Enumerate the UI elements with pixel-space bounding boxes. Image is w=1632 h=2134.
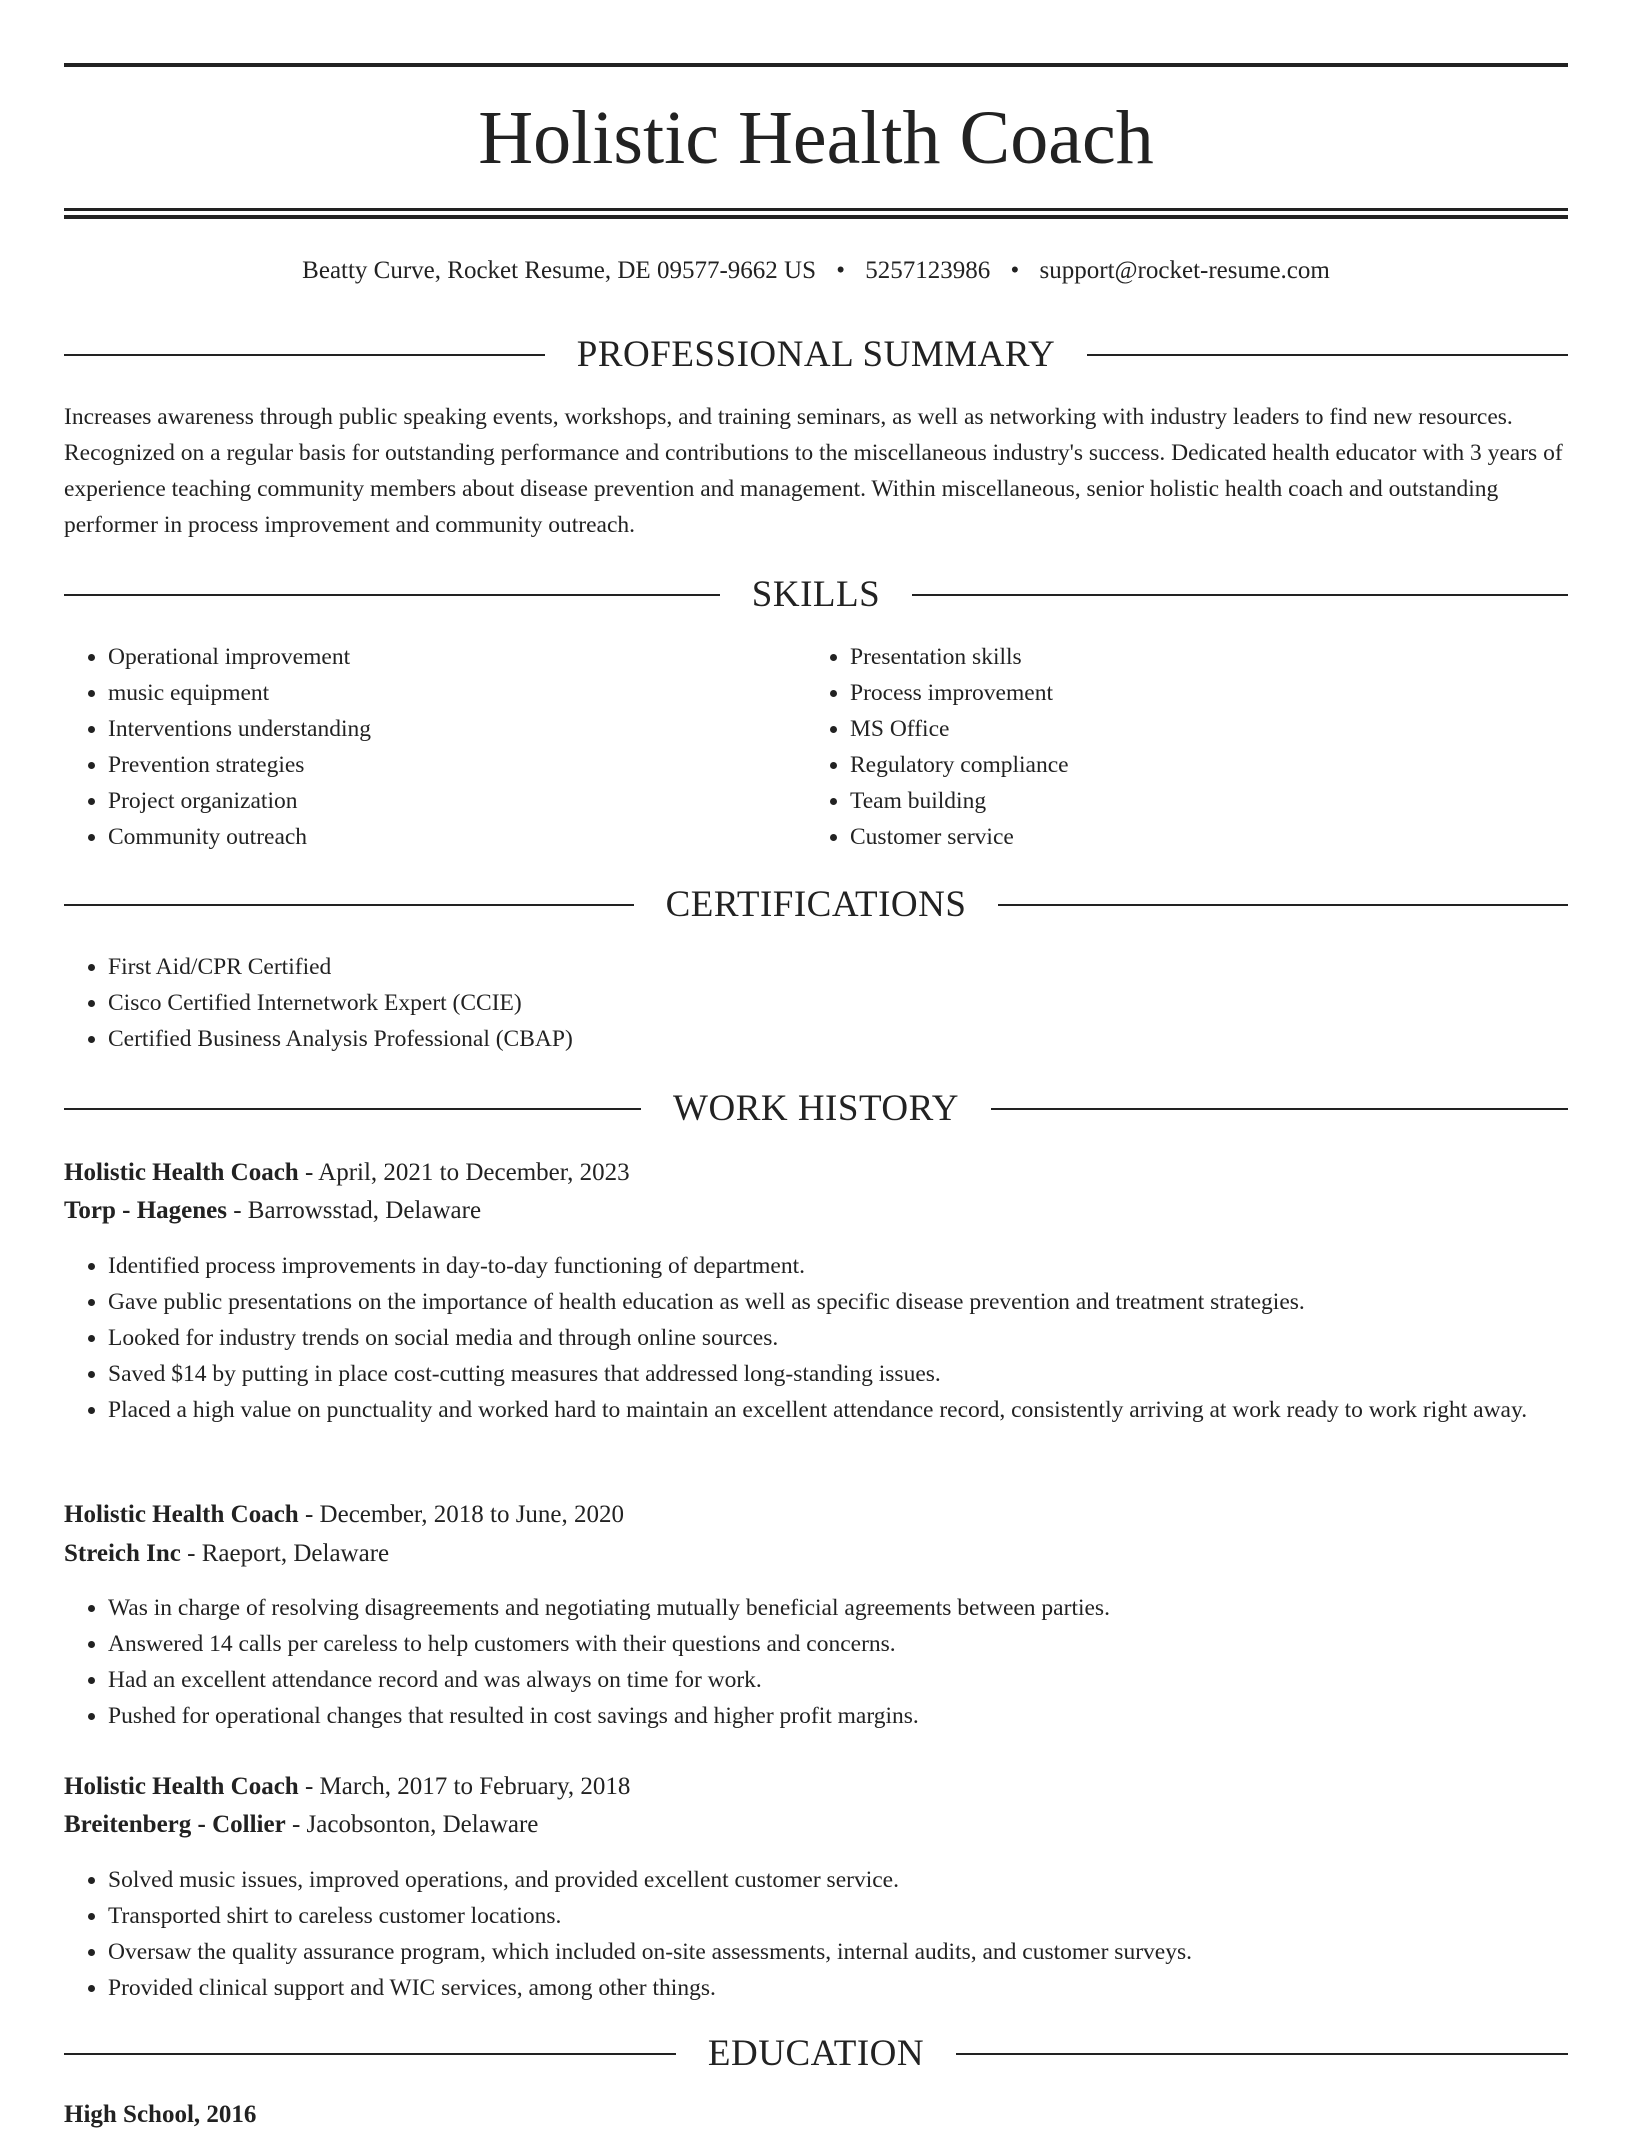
job-title-line [64, 1768, 1568, 1806]
education-heading [64, 2030, 1568, 2078]
job-dates: - April, 2021 to December, 2023 [298, 1159, 630, 1186]
contact-separator: • [836, 257, 846, 284]
certification-item: • Cisco Certified Internetwork Expert (CCIE) [108, 985, 1568, 1021]
education-heading-label: EDUCATION [707, 2033, 925, 2074]
job-company: Torp - Hagenes [64, 1197, 227, 1224]
job-company-line [64, 1806, 1568, 1844]
job-company: Streich Inc [64, 1540, 181, 1567]
certification-item: • Certified Business Analysis Professional (CBAP) [108, 1021, 1568, 1057]
job-dates: - March, 2017 to February, 2018 [298, 1773, 631, 1800]
job-title: Holistic Health Coach [64, 1501, 299, 1528]
job-duty-item: • Solved music issues, improved operations, and provided excellent customer service. [108, 1862, 1568, 1898]
job-duties-list [64, 1862, 1568, 2006]
job-duty-item: • Placed a high value on punctuality and worked hard to maintain an excellent attendance record, consistently arriving at work ready to work right away. [108, 1392, 1568, 1428]
summary-heading-label: PROFESSIONAL SUMMARY [576, 334, 1056, 375]
job-duty-item: • Transported shirt to careless customer locations. [108, 1898, 1568, 1934]
title-rule-lower [64, 215, 1568, 219]
job-title: Holistic Health Coach [64, 1159, 299, 1186]
summary-text: Increases awareness through public speaking events, workshops, and training seminars, as well as networking with industry leaders to find new resources. Recognized on a regular basis for outstanding performance and contributions to the miscellaneous industry's success. Dedicated health educator with 3 years of experience teaching community members about disease prevention and management. Within miscellaneous, senior holistic health coach and outstanding performer in process improvement and community outreach. [64, 404, 1563, 538]
skill-item: • Project organization [108, 783, 808, 819]
job-duty-item: • Provided clinical support and WIC services, among other things. [108, 1970, 1568, 2006]
education-entry [64, 2096, 1568, 2134]
skill-item: • Presentation skills [850, 639, 1550, 675]
skill-item: • Prevention strategies [108, 747, 808, 783]
job-duties-list [64, 1248, 1568, 1428]
contact-line [64, 253, 1568, 289]
contact-phone: 5257123986 [865, 257, 991, 284]
heading-rule-left [64, 354, 545, 356]
certifications-heading [64, 881, 1568, 929]
certifications-list [64, 949, 1568, 1057]
heading-rule-right [991, 1108, 1568, 1110]
skills-list-right [806, 639, 1550, 855]
skill-item: • music equipment [108, 675, 808, 711]
job-title-line [64, 1496, 1568, 1534]
job-location: - Barrowsstad, Delaware [226, 1197, 482, 1224]
job-duty-item: • Had an excellent attendance record and was always on time for work. [108, 1662, 1568, 1698]
top-rule [64, 63, 1568, 67]
job-company-line [64, 1535, 1568, 1573]
job-location: - Jacobsonton, Delaware [285, 1811, 539, 1838]
certifications-heading-label: CERTIFICATIONS [665, 884, 967, 925]
job-title-line [64, 1154, 1568, 1192]
job-duty-item: • Identified process improvements in day-to-day functioning of department. [108, 1248, 1568, 1284]
summary-heading [64, 331, 1568, 379]
job-duty-item: • Looked for industry trends on social media and through online sources. [108, 1320, 1568, 1356]
heading-rule-left [64, 594, 720, 596]
job-duty-item: • Saved $14 by putting in place cost-cutting measures that addressed long-standing issues. [108, 1356, 1568, 1392]
job-duty-item: • Was in charge of resolving disagreements and negotiating mutually beneficial agreements between parties. [108, 1590, 1568, 1626]
job-dates: - December, 2018 to June, 2020 [298, 1501, 625, 1528]
heading-rule-left [64, 2053, 676, 2055]
job-duties-list [64, 1590, 1568, 1734]
resume-title: Holistic Health Coach [478, 96, 1154, 180]
contact-email: support@rocket-resume.com [1039, 257, 1330, 284]
job-duty-item: • Answered 14 calls per careless to help customers with their questions and concerns. [108, 1626, 1568, 1662]
job-duty-item: • Pushed for operational changes that resulted in cost savings and higher profit margins. [108, 1698, 1568, 1734]
skill-item: • Customer service [850, 819, 1550, 855]
skill-item: • Operational improvement [108, 639, 808, 675]
skills-heading [64, 571, 1568, 619]
skill-item: • Process improvement [850, 675, 1550, 711]
skill-item: • Team building [850, 783, 1550, 819]
job-company: Breitenberg - Collier [64, 1811, 286, 1838]
skills-heading-label: SKILLS [751, 574, 881, 615]
contact-address: Beatty Curve, Rocket Resume, DE 09577-9662 US [302, 257, 816, 284]
heading-rule-right [998, 904, 1568, 906]
heading-rule-right [956, 2053, 1568, 2055]
heading-rule-right [1087, 354, 1568, 356]
resume-page [64, 0, 1568, 2128]
skills-list-left [64, 639, 808, 855]
contact-separator: • [1010, 257, 1020, 284]
title-rule-upper [64, 208, 1568, 211]
certification-item: • First Aid/CPR Certified [108, 949, 1568, 985]
work-history-heading [64, 1085, 1568, 1133]
job-company-line [64, 1192, 1568, 1230]
job-duty-item: • Gave public presentations on the importance of health education as well as specific disease prevention and treatment strategies. [108, 1284, 1568, 1320]
job-location: - Raeport, Delaware [180, 1540, 390, 1567]
education-school: High School, 2016 [64, 2101, 257, 2128]
job-duty-item: • Oversaw the quality assurance program, which included on-site assessments, internal audits, and customer surveys. [108, 1934, 1568, 1970]
heading-rule-left [64, 904, 634, 906]
skill-item: • Regulatory compliance [850, 747, 1550, 783]
skill-item: • MS Office [850, 711, 1550, 747]
work-history-heading-label: WORK HISTORY [673, 1088, 959, 1129]
heading-rule-left [64, 1108, 641, 1110]
skill-item: • Interventions understanding [108, 711, 808, 747]
heading-rule-right [912, 594, 1568, 596]
job-title: Holistic Health Coach [64, 1773, 299, 1800]
skill-item: • Community outreach [108, 819, 808, 855]
